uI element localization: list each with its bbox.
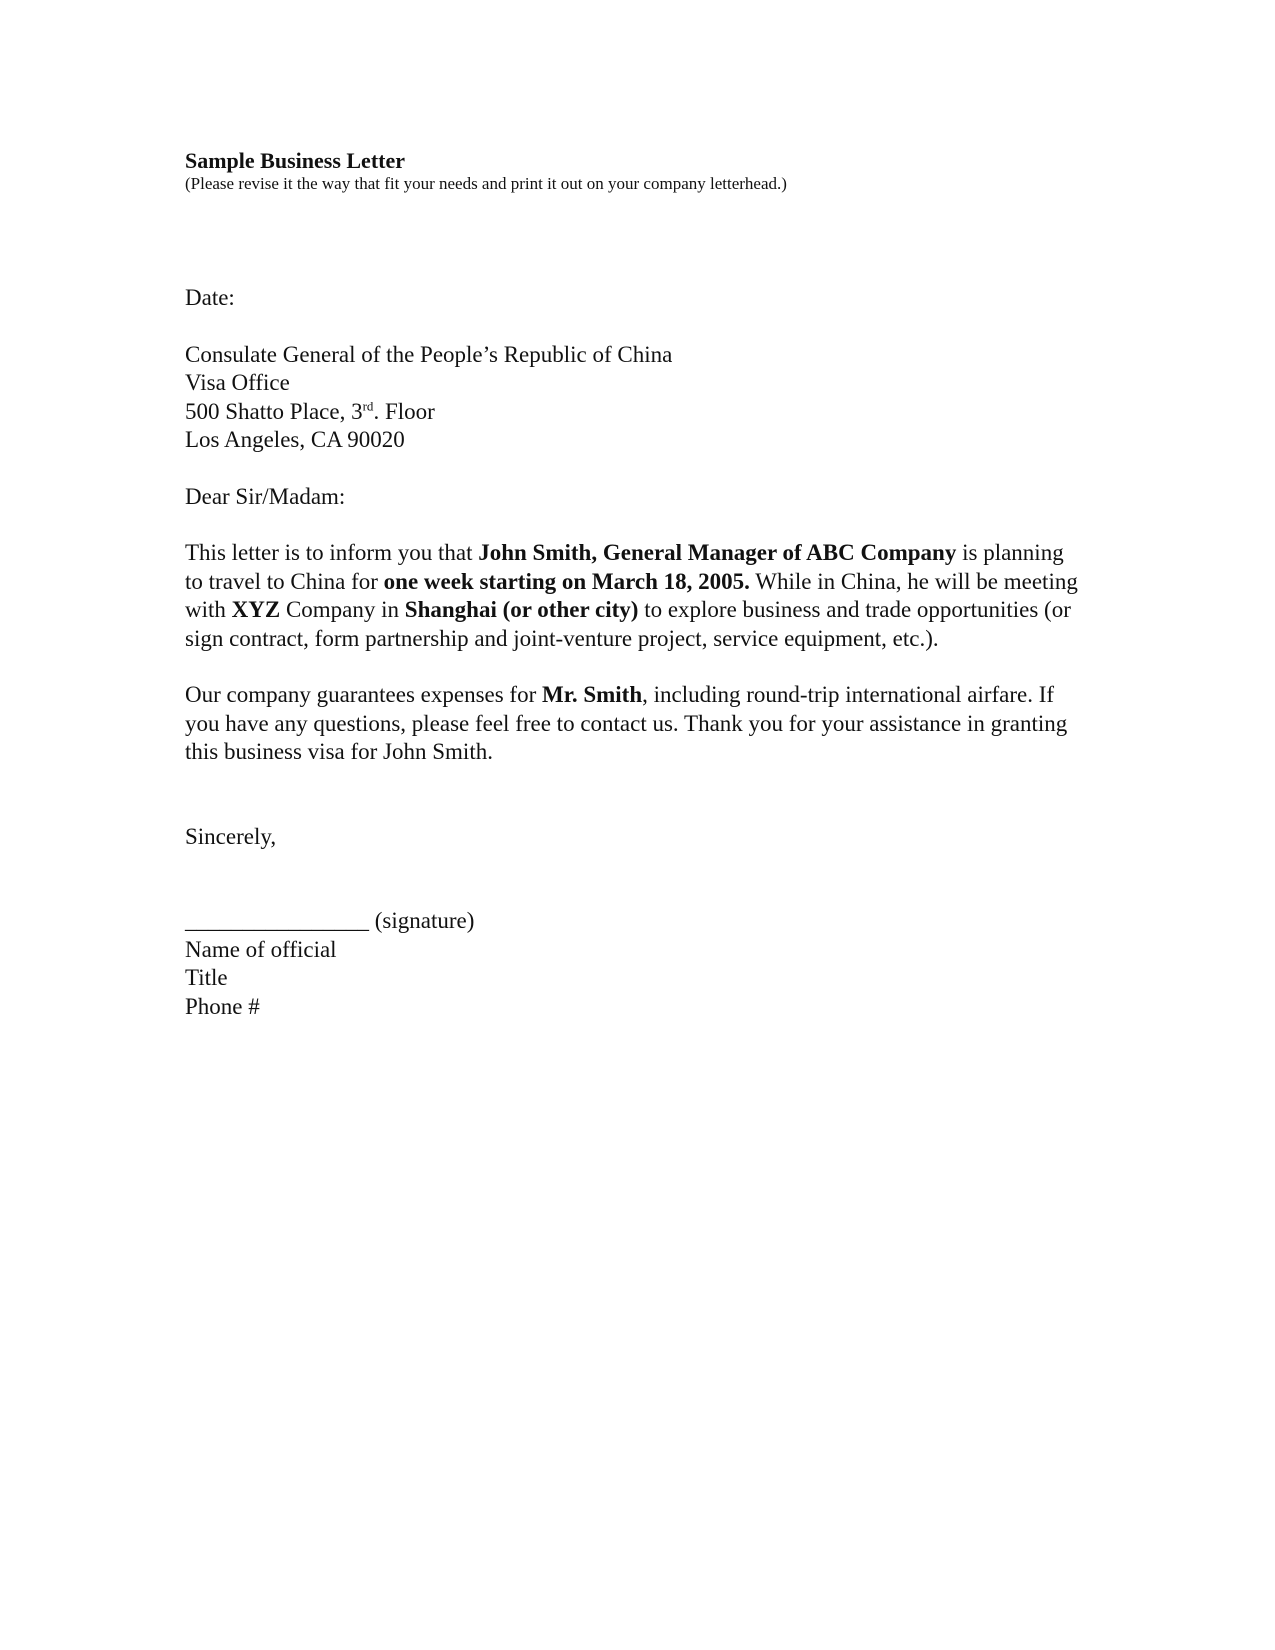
- signature-line: ________________ (signature): [185, 908, 475, 933]
- para2-text-2: , including round-trip international airfare. If you have any questions, please feel free to contact us. Thank you for your assistance in granting this business visa for John Smith.: [185, 682, 1068, 764]
- closing: Sincerely,: [185, 823, 277, 849]
- para1-partner: XYZ: [231, 597, 281, 622]
- recipient-street-prefix: 500 Shatto Place, 3: [185, 398, 363, 424]
- para1-text-4: Company in: [280, 597, 405, 622]
- recipient-street-suffix: . Floor: [373, 398, 435, 424]
- para1-traveler: John Smith, General Manager of ABC Company: [478, 540, 957, 565]
- para1-text-3: While in China, he will be meeting with: [185, 568, 1078, 622]
- paragraph-travel-purpose: [185, 539, 1085, 653]
- para1-text-5: to explore business and trade opportunities (or sign contract, form partnership and joint-venture project, service equipment, etc.).: [185, 597, 1071, 651]
- para1-text-2: is planning to travel to China for: [185, 540, 1064, 594]
- recipient-city: Los Angeles, CA 90020: [185, 427, 405, 452]
- signature-block: [185, 907, 1085, 1021]
- para2-text-1: Our company guarantees expenses for: [185, 682, 543, 707]
- recipient-address: [185, 341, 1085, 455]
- para1-city: Shanghai (or other city): [404, 597, 639, 622]
- letter-body: [185, 148, 1085, 1021]
- recipient-street: [185, 398, 1085, 427]
- recipient-street-ordinal: rd: [362, 397, 374, 413]
- para1-text-1: This letter is to inform you that: [185, 540, 479, 565]
- document-title: Sample Business Letter: [185, 148, 405, 173]
- paragraph-guarantee: [185, 681, 1085, 767]
- document-instruction-note: (Please revise it the way that fit your needs and print it out on your company letterhead.): [185, 174, 787, 193]
- signer-phone: Phone #: [185, 993, 260, 1019]
- recipient-organization: Consulate General of the People’s Republic of China: [185, 341, 673, 367]
- signer-title: Title: [185, 965, 228, 990]
- signer-name: Name of official: [185, 936, 337, 962]
- recipient-office: Visa Office: [185, 370, 290, 395]
- para1-duration: one week starting on March 18, 2005.: [383, 568, 750, 594]
- salutation: Dear Sir/Madam:: [185, 483, 346, 509]
- date-label: Date:: [185, 285, 235, 310]
- para2-traveler: Mr. Smith: [542, 682, 643, 707]
